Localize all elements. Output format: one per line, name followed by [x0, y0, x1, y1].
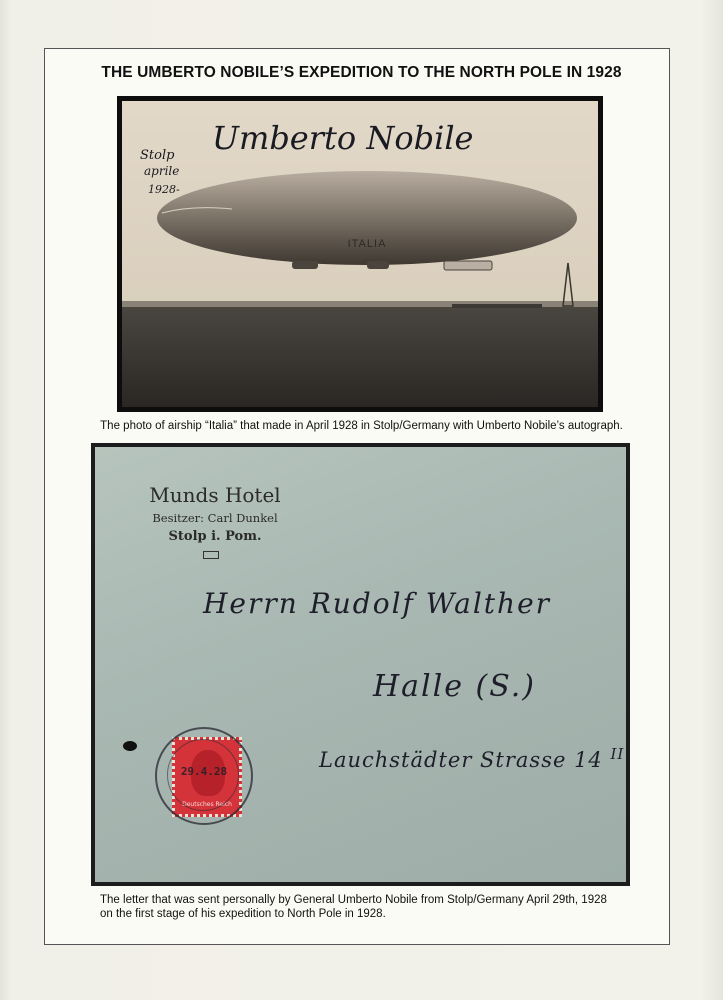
page-title: THE UMBERTO NOBILE’S EXPEDITION TO THE NORTH POLE IN 1928	[101, 64, 622, 81]
hotel-owner: Besitzer: Carl Dunkel	[152, 511, 278, 525]
autograph-signature: Umberto Nobile	[212, 119, 474, 157]
airship-label: ITALIA	[347, 238, 387, 250]
handwritten-note-line3: 1928-	[148, 183, 180, 196]
envelope-caption-line2: on the first stage of his expedition to North Pole in 1928.	[100, 908, 386, 920]
stamp-text: Deutsches Reich	[182, 801, 232, 808]
recipient-street-text: Lauchstädter Strasse 14	[319, 748, 603, 772]
handwritten-note-line1: Stolp	[140, 148, 175, 163]
recipient-street	[319, 745, 624, 772]
postmark-date: 29.4.28	[180, 765, 228, 778]
hotel-name: Munds Hotel	[149, 483, 281, 507]
photo-caption: The photo of airship “Italia” that made in April 1928 in Stolp/Germany with Umberto Nobile’s autograph.	[100, 420, 623, 432]
recipient-floor: II	[610, 745, 625, 763]
punch-hole	[123, 741, 137, 751]
letterhead-mark-icon	[203, 551, 219, 559]
airship-photo	[117, 96, 603, 412]
postmark	[155, 727, 253, 825]
recipient-name: Herrn Rudolf Walther	[203, 587, 552, 620]
envelope-caption-line1: The letter that was sent personally by General Umberto Nobile from Stolp/Germany April 29th, 1928	[100, 894, 607, 906]
envelope	[91, 443, 630, 886]
recipient-city: Halle (S.)	[373, 669, 536, 704]
hotel-city: Stolp i. Pom.	[168, 529, 262, 544]
airship-hull	[157, 171, 577, 265]
handwritten-note-line2: aprile	[144, 164, 180, 178]
